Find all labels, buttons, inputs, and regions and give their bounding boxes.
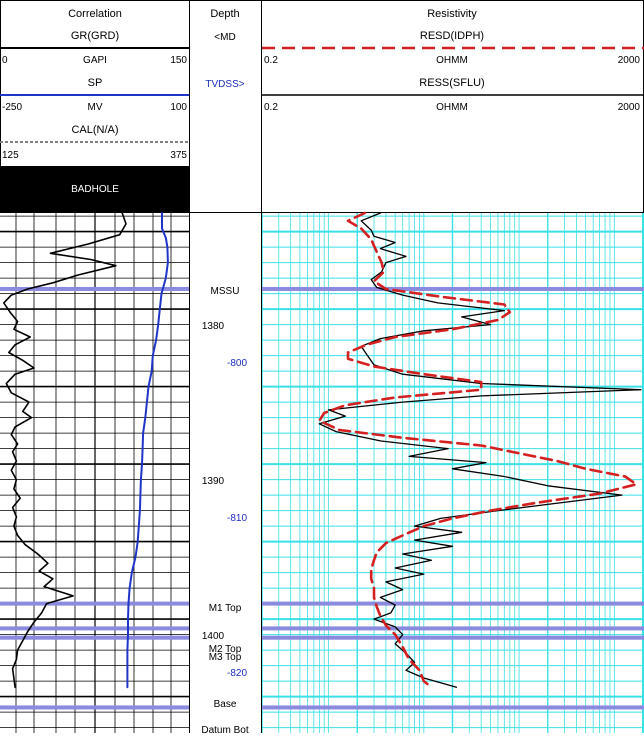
gr-unit: GAPI <box>83 55 107 66</box>
top-label-base: Base <box>213 699 237 710</box>
top-label-datum-bot: Datum Bot <box>201 725 249 733</box>
header <box>0 0 644 213</box>
md-label: <MD <box>214 32 236 43</box>
tvdss-tick-820: -820 <box>226 668 248 679</box>
top-line-m3-top-corr <box>0 636 189 640</box>
top-line-m1-top-corr <box>0 602 189 606</box>
resd-curve-name: RESD(IDPH) <box>419 30 485 42</box>
cal-scale-max: 375 <box>170 150 187 161</box>
tvdss-tick-800: -800 <box>226 358 248 369</box>
top-line-m3-top-res <box>262 636 644 640</box>
resd-scale-min: 0.2 <box>264 55 278 66</box>
top-label-mssu: MSSU <box>210 286 240 297</box>
resd-unit: OHMM <box>436 55 468 66</box>
tvdss-tick-810: -810 <box>226 513 248 524</box>
top-line-m2-top-res <box>262 626 644 630</box>
ress-scale-max: 2000 <box>617 102 640 113</box>
top-line-base-corr <box>0 705 189 709</box>
md-tick-1390: 1390 <box>201 476 225 487</box>
ress-unit: OHMM <box>436 102 468 113</box>
top-line-m1-top-res <box>262 602 644 606</box>
top-line-base-res <box>262 705 644 709</box>
track-body <box>0 213 644 733</box>
cal-curve-name: CAL(N/A) <box>71 124 119 136</box>
sp-curve-name: SP <box>87 77 103 89</box>
cal-scale-min: 125 <box>2 150 19 161</box>
resd-scale-max: 2000 <box>617 55 640 66</box>
sp-scale-min: -250 <box>2 102 23 113</box>
badhole-label: BADHOLE <box>71 184 119 195</box>
top-label-m2: M2 Top <box>208 644 242 655</box>
gr-scale-max: 150 <box>170 55 187 66</box>
md-tick-1400: 1400 <box>201 631 225 642</box>
sp-scale-max: 100 <box>170 102 187 113</box>
sp-unit: MV <box>87 102 103 113</box>
depth-title: Depth <box>210 8 240 20</box>
gr-curve-name: GR(GRD) <box>70 30 120 42</box>
correlation-title: Correlation <box>68 8 122 20</box>
top-line-mssu-res <box>262 287 644 291</box>
gr-scale-min: 0 <box>2 55 8 66</box>
ress-curve-name: RESS(SFLU) <box>419 77 485 89</box>
md-tick-1380: 1380 <box>201 321 225 332</box>
tvdss-label: TVDSS> <box>205 79 245 90</box>
resistivity-grid <box>262 213 643 733</box>
ress-scale-min: 0.2 <box>264 102 278 113</box>
top-label-m3: M3 Top <box>208 652 242 663</box>
resistivity-title: Resistivity <box>427 8 477 20</box>
top-label-m1: M1 Top <box>208 603 242 614</box>
